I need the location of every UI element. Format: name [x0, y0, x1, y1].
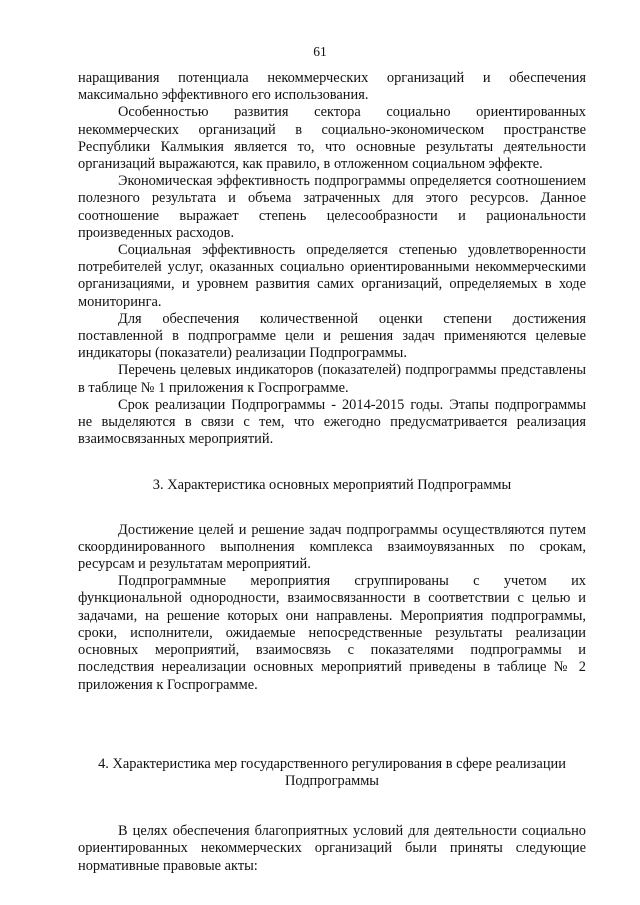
paragraph-indicator-list: Перечень целевых индикаторов (показателей) подпрограммы представлены в таблице № 1 приложения к Госпрограмме. — [78, 362, 586, 396]
document-body — [78, 70, 586, 875]
paragraph-measures-grouping: Подпрограммные мероприятия сгруппированы с учетом их функциональной однородности, взаимосвязанности в соответствии с целью и задачами, на решение которых они направлены. Мероприятия подпрограммы, сроки, исполнители, ожидаемые непосредственные результаты реализации основных мероприятий, взаимосвязь с показателями подпрограммы и последствия нереализации основных мероприятий приведены в таблице № 2 приложения к Госпрограмме. — [78, 573, 586, 693]
paragraph-regulatory-acts: В целях обеспечения благоприятных условий для деятельности социально ориентированных некоммерческих организаций были приняты следующие нормативные правовые акты: — [78, 823, 586, 874]
section-3-heading: 3. Характеристика основных мероприятий Подпрограммы — [152, 477, 512, 494]
paragraph-indicators: Для обеспечения количественной оценки степени достижения поставленной в подпрограмме цели и решения задач применяются целевые индикаторы (показатели) реализации Подпрограммы. — [78, 310, 586, 362]
paragraph-sector-features: Особенностью развития сектора социально ориентированных некоммерческих организаций в социально-экономическом пространстве Республики Калмыкия является то, что основные результаты деятельности организаций выражаются, как правило, в отложенном социальном эффекте. — [78, 104, 586, 173]
section-4-heading-line2: Подпрограммы — [285, 772, 379, 789]
paragraph-goal-achievement: Достижение целей и решение задач подпрограммы осуществляются путем скоординированного выполнения комплекса взаимоувязанных по срокам, ресурсам и результатам мероприятий. — [78, 521, 586, 573]
page-number: 61 — [313, 44, 327, 59]
section-4-heading-line1: 4. Характеристика мер государственного регулирования в сфере реализации — [98, 755, 566, 772]
paragraph-social-efficiency: Социальная эффективность определяется степенью удовлетворенности потребителей услуг, оказанных социально ориентированными некоммерческими организациями, и уровнем развития самих организаций, определяемых в ходе мониторинга. — [78, 242, 586, 310]
paragraph-continuation: наращивания потенциала некоммерческих организаций и обеспечения максимально эффективного его использования. — [78, 70, 586, 104]
paragraph-economic-efficiency: Экономическая эффективность подпрограммы определяется соотношением полезного результата и объема затраченных для этого ресурсов. Данное соотношение выражает степень целесообразности и рациональности произведенных расходов. — [78, 173, 586, 241]
paragraph-timeline: Срок реализации Подпрограммы - 2014-2015 годы. Этапы подпрограммы не выделяются в связи с тем, что ежегодно предусматривается реализация взаимосвязанных мероприятий. — [78, 396, 586, 448]
section-4-heading — [78, 756, 586, 790]
